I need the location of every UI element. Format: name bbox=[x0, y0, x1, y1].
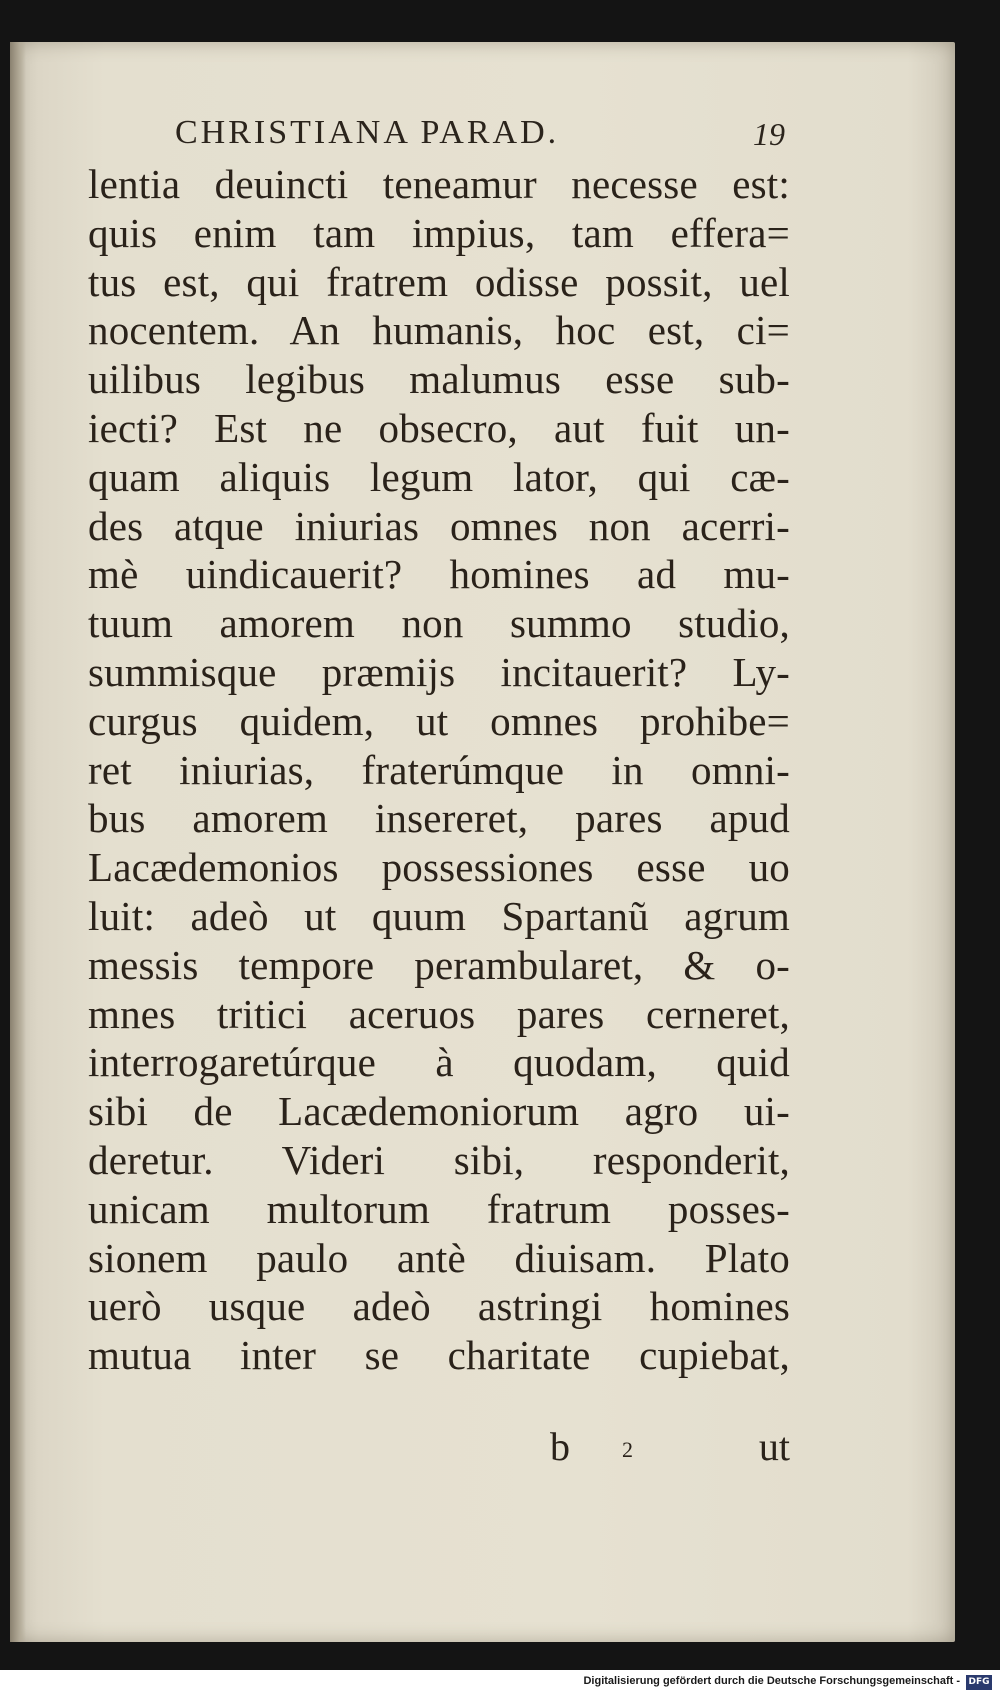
text-line: curgus quidem, ut omnes prohibe= bbox=[88, 697, 790, 744]
text-line: iecti? Est ne obsecro, aut fuit un- bbox=[88, 404, 790, 451]
book-page bbox=[10, 42, 955, 1642]
text-line: summisque præmijs incitauerit? Ly- bbox=[88, 648, 790, 695]
dfg-logo: DFG bbox=[966, 1675, 992, 1690]
catchword: ut bbox=[758, 1424, 790, 1469]
funding-credit: Digitalisierung gefördert durch die Deutsche Forschungsgemeinschaft - bbox=[583, 1675, 960, 1687]
signature-number: 2 bbox=[622, 1437, 633, 1462]
body-text bbox=[88, 160, 790, 1380]
text-line: luit: adeò ut quum Spartanũ agrum bbox=[88, 892, 790, 939]
signature-mark: b bbox=[550, 1424, 570, 1469]
running-title: CHRISTIANA PARAD. bbox=[175, 114, 560, 151]
text-line: interrogaretúrque à quodam, quid bbox=[88, 1039, 790, 1086]
text-line: bus amorem insereret, pares apud bbox=[88, 795, 790, 842]
page-number: 19 bbox=[753, 116, 785, 152]
footer-bar bbox=[0, 1670, 1000, 1696]
text-line: ret iniurias, fraterúmque in omni- bbox=[88, 746, 790, 793]
text-line: messis tempore perambularet, & o- bbox=[88, 941, 790, 988]
text-line: des atque iniurias omnes non acerri- bbox=[88, 502, 790, 549]
text-line: lentia deuincti teneamur necesse est: bbox=[88, 161, 790, 207]
text-line: uilibus legibus malumus esse sub- bbox=[88, 356, 790, 403]
text-line: quam aliquis legum lator, qui cæ- bbox=[88, 453, 790, 500]
text-line: Lacædemonios possessiones esse uo bbox=[88, 844, 790, 891]
text-line: tus est, qui fratrem odisse possit, uel bbox=[88, 258, 790, 305]
text-line: nocentem. An humanis, hoc est, ci= bbox=[88, 307, 790, 354]
text-line: mnes tritici aceruos pares cerneret, bbox=[88, 990, 790, 1037]
page-binding-edge bbox=[10, 42, 26, 1642]
text-line: quis enim tam impius, tam effera= bbox=[88, 209, 790, 256]
text-line: mutua inter se charitate cupiebat, bbox=[88, 1332, 790, 1379]
text-line: mè uindicauerit? homines ad mu- bbox=[88, 551, 790, 598]
text-line: sibi de Lacædemoniorum agro ui- bbox=[88, 1088, 790, 1135]
running-head bbox=[175, 114, 785, 158]
text-line: unicam multorum fratrum posses- bbox=[88, 1185, 790, 1232]
text-line: tuum amorem non summo studio, bbox=[88, 600, 790, 647]
text-line: uerò usque adeò astringi homines bbox=[88, 1283, 790, 1330]
text-line: sionem paulo antè diuisam. Plato bbox=[88, 1234, 790, 1281]
catch-line bbox=[550, 1423, 790, 1471]
text-line: deretur. Videri sibi, responderit, bbox=[88, 1136, 790, 1183]
